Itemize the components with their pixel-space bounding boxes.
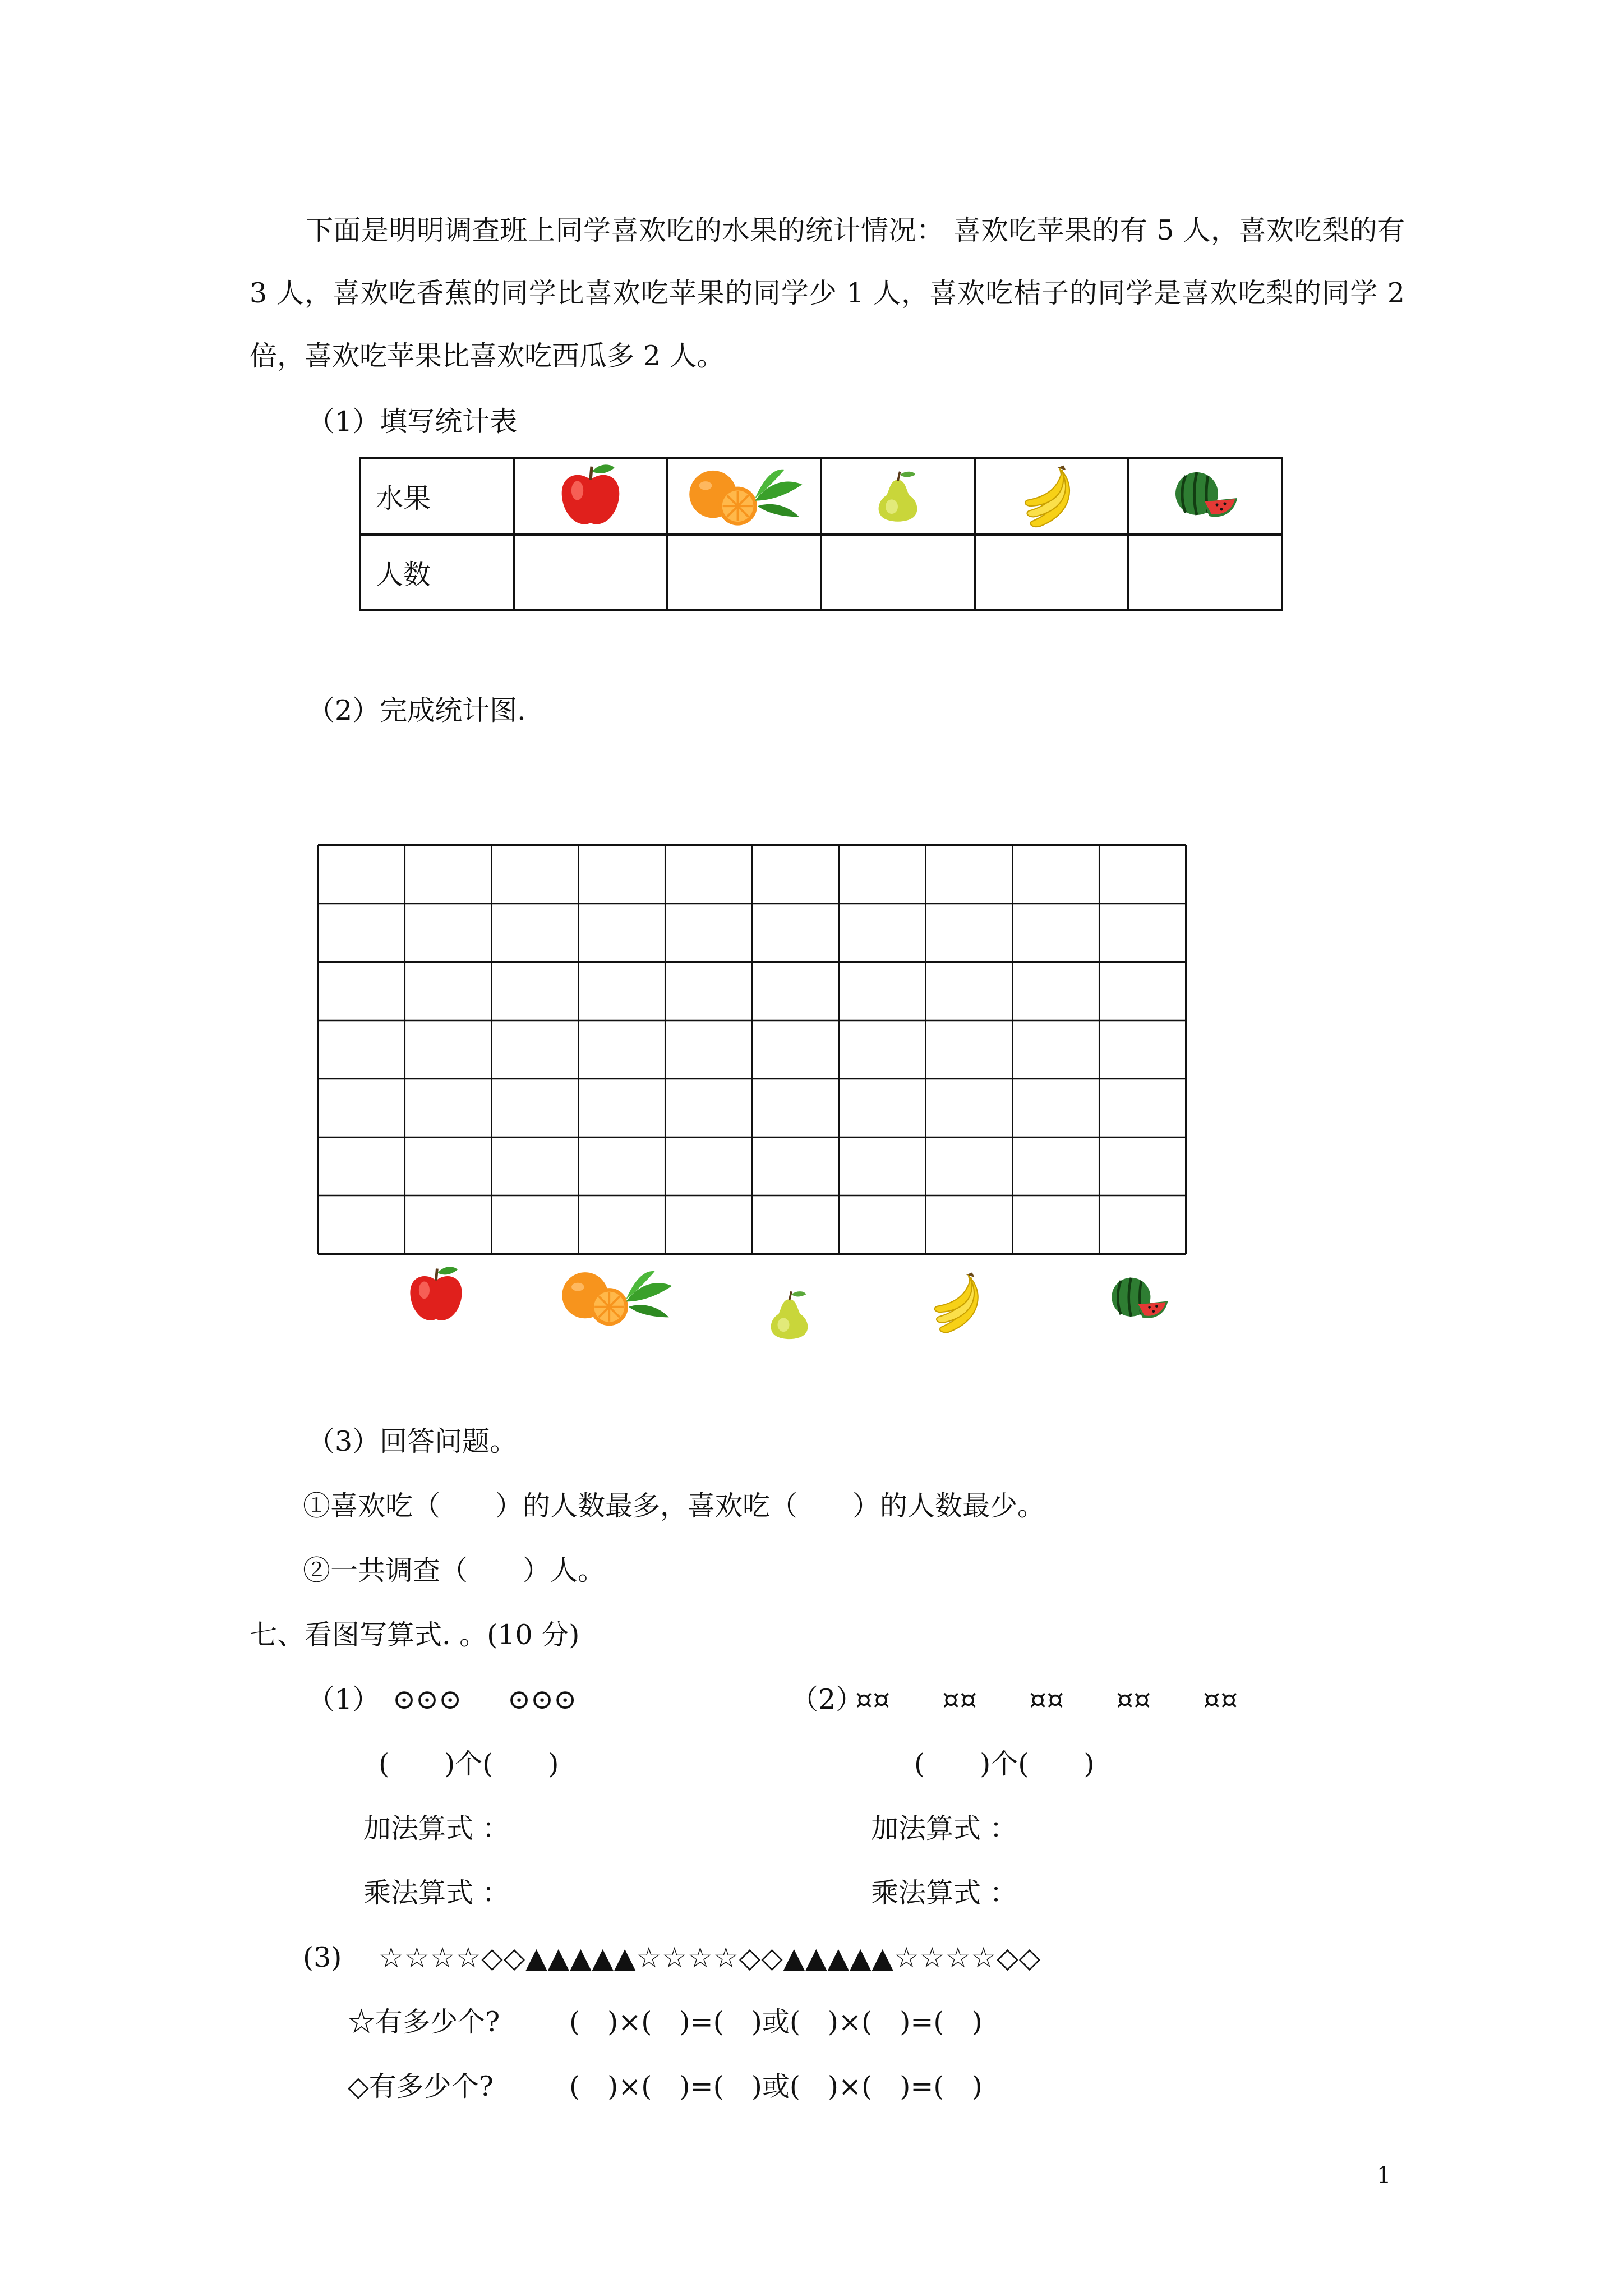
table-header-count: 人数 (360, 535, 514, 610)
part-1-group-a: ⊙⊙⊙ (393, 1683, 462, 1715)
part-1-addition-label: 加法算式 ： (363, 1812, 510, 1844)
table-header-fruit: 水果 (360, 458, 514, 535)
table-cell-banana (975, 458, 1128, 535)
part-3-label: (3) (303, 1941, 342, 1973)
part-2-group-3: ¤¤ (1029, 1683, 1064, 1715)
part-2-multiplication-label: 乘法算式 ： (871, 1877, 1017, 1909)
table-row-fruit (360, 458, 1282, 535)
part-3-star-question: ☆有多少个? (348, 2006, 500, 2038)
part-3-diamond-question: ◇有多少个? (348, 2070, 494, 2102)
part-2-group-1: ¤¤ (855, 1683, 891, 1715)
part-3-star-expression[interactable]: ( )×( )=( )或( )×( )=( ) (569, 2006, 983, 2038)
pear-icon (757, 1285, 822, 1343)
part-3-diamond-expression[interactable]: ( )×( )=( )或( )×( )=( ) (569, 2070, 983, 2102)
part-1-multiplication-label: 乘法算式 ： (363, 1877, 510, 1909)
part-2-addition-label: 加法算式 ： (871, 1812, 1017, 1844)
part-2-label: （2） (791, 1683, 864, 1715)
question-3-line-2: ②一共调查（ ）人。 (303, 1554, 606, 1586)
question-1-label: （1）填写统计表 (307, 406, 518, 438)
watermelon-icon (1169, 464, 1242, 526)
table-cell-apple (514, 458, 667, 535)
part-1-group-b: ⊙⊙⊙ (508, 1683, 577, 1715)
count-cell-banana[interactable] (975, 535, 1128, 610)
banana-icon (925, 1267, 995, 1337)
count-cell-orange[interactable] (667, 535, 821, 610)
section-7-title: 七、看图写算式. 。(10 分) (250, 1619, 580, 1651)
intro-paragraph: 下面是明明调查班上同学喜欢吃的水果的统计情况： 喜欢吃苹果的有 5 人，喜欢吃梨的有 3 人，喜欢吃香蕉的同学比喜欢吃苹果的同学少 1 人，喜欢吃桔子的同学是喜欢吃梨的同学 2 倍，喜欢吃苹果比喜欢吃西瓜多 2 人。 (250, 214, 1405, 372)
part-1-blank[interactable]: ( )个( ) (379, 1748, 559, 1780)
count-cell-watermelon[interactable] (1128, 535, 1282, 610)
orange-icon (680, 462, 809, 528)
table-row-count (360, 535, 1282, 610)
statistics-table (359, 457, 1283, 611)
watermelon-icon (1104, 1271, 1174, 1327)
part-3-sequence: ☆☆☆☆◇◇▲▲▲▲▲☆☆☆☆◇◇▲▲▲▲▲☆☆☆☆◇◇ (379, 1941, 1041, 1974)
question-3-label: （3）回答问题。 (307, 1425, 518, 1457)
table-cell-watermelon (1128, 458, 1282, 535)
count-cell-apple[interactable] (514, 535, 667, 610)
question-2-label: （2）完成统计图. (307, 694, 526, 726)
part-2-group-4: ¤¤ (1116, 1683, 1151, 1715)
part-1-label: （1） (307, 1683, 380, 1715)
table-cell-orange (667, 458, 821, 535)
table-cell-pear (821, 458, 975, 535)
part-2-group-5: ¤¤ (1203, 1683, 1238, 1715)
apple-icon (404, 1262, 468, 1327)
part-2-group-2: ¤¤ (942, 1683, 978, 1715)
apple-icon (554, 459, 627, 531)
count-cell-pear[interactable] (821, 535, 975, 610)
part-2-blank[interactable]: ( )个( ) (914, 1748, 1095, 1780)
pear-icon (864, 464, 932, 526)
chart-grid[interactable] (317, 844, 1187, 1255)
question-3-line-1: ①喜欢吃（ ）的人数最多，喜欢吃（ ）的人数最少。 (303, 1490, 1045, 1522)
page-number: 1 (1377, 2162, 1391, 2188)
banana-icon (1016, 459, 1087, 531)
orange-icon (552, 1265, 679, 1328)
